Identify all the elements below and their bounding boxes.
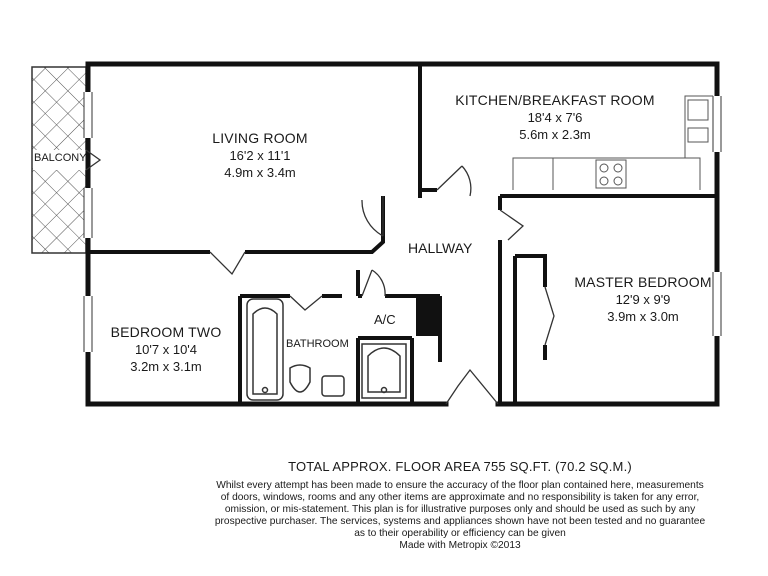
- disclaimer-line-1: Whilst every attempt has been made to ensure the accuracy of the floor plan contained here, measurements: [216, 480, 704, 491]
- kitchen-name: KITCHEN/BREAKFAST ROOM: [455, 92, 655, 108]
- ac-label: A/C: [374, 312, 396, 327]
- balcony-label: BALCONY: [34, 152, 87, 164]
- master-bedroom-imperial: 12'9 x 9'9: [615, 292, 671, 307]
- living-room-label: [180, 130, 340, 181]
- made-with-credit: Made with Metropix ©2013: [399, 540, 521, 551]
- bathroom-label: BATHROOM: [286, 338, 349, 350]
- total-area: TOTAL APPROX. FLOOR AREA 755 SQ.FT. (70.2 SQ.M.): [288, 459, 632, 474]
- master-bedroom-name: MASTER BEDROOM: [574, 274, 712, 290]
- living-room-metric: 4.9m x 3.4m: [224, 165, 296, 180]
- living-room-name: LIVING ROOM: [212, 130, 308, 146]
- floor-plan-footer: [180, 459, 740, 552]
- kitchen-label: [440, 92, 670, 143]
- kitchen-metric: 5.6m x 2.3m: [519, 127, 591, 142]
- master-bedroom-label: [560, 274, 726, 325]
- hallway-label: HALLWAY: [408, 240, 473, 256]
- master-bedroom-metric: 3.9m x 3.0m: [607, 309, 679, 324]
- disclaimer-line-4: prospective purchaser. The services, systems and appliances shown have not been tested and no guarantee: [214, 516, 706, 527]
- bedroom-two-label: [96, 324, 236, 375]
- disclaimer-line-2: of doors, windows, rooms and any other items are approximate and no responsibility is taken for any error,: [220, 492, 700, 503]
- kitchen-imperial: 18'4 x 7'6: [527, 110, 583, 125]
- disclaimer-line-5: as to their operability or efficiency can be given: [354, 528, 566, 539]
- bedroom-two-imperial: 10'7 x 10'4: [134, 342, 198, 357]
- bedroom-two-name: BEDROOM TWO: [110, 324, 222, 340]
- bedroom-two-metric: 3.2m x 3.1m: [130, 359, 202, 374]
- disclaimer-line-3: omission, or mis-statement. This plan is for illustrative purposes only and should be used as such by any: [224, 504, 696, 515]
- living-room-imperial: 16'2 x 11'1: [229, 148, 291, 163]
- ac-unit: [416, 296, 440, 336]
